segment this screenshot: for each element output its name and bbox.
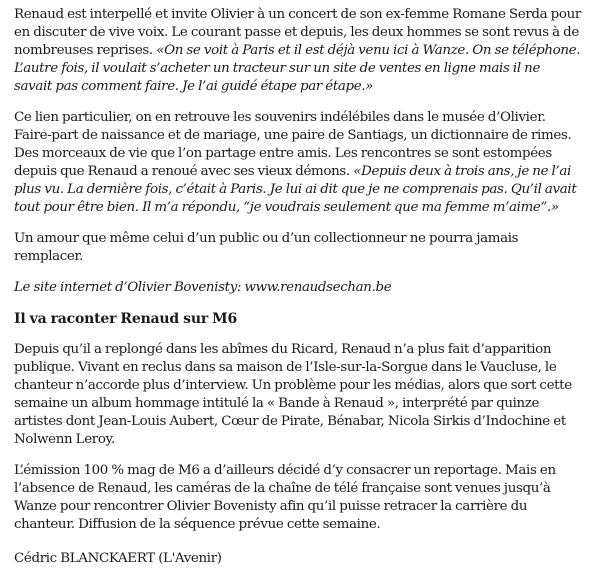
paragraph-3: Un amour que même celui d’un public ou d’un collectionneur ne pourra jamais remplacer. bbox=[14, 231, 519, 264]
paragraph-1-quote: «On se voit à Paris et il est déjà venu ici à Wanze. On se téléphone. L’autre fois, il voulait s’acheter un tracteur sur un site de ventes en ligne mais il ne savait pas comment faire. Je l’ai guidé étape par étape.» bbox=[14, 43, 581, 94]
paragraph-6: L’émission 100 % mag de M6 a d’ailleurs décidé d’y consacrer un reportage. Mais en l’absence de Renaud, les caméras de la chaîne de télé française sont venues jusqu’à Wanze pour rencontrer Olivier Bovenisty afin qu’il puisse retracer la carrière du chanteur. Diffusion de la séquence prévue cette semaine. bbox=[14, 463, 556, 532]
paragraph-2 bbox=[14, 109, 581, 217]
paragraph-1-text: Renaud est interpellé et invite Olivier à un concert de son ex-femme Romane Serda pour en discuter de vive voix. Le courant passe et depuis, les deux hommes se sont revus à de nombreuses reprises. bbox=[14, 7, 581, 58]
paragraph-5: Depuis qu’il a replongé dans les abîmes du Ricard, Renaud n’a plus fait d’apparition publique. Vivant en reclus dans sa maison de l’Isle-sur-la-Sorgue dans le Vaucluse, le chanteur n’accorde plus d’interview. Un problème pour les médias, alors que sort cette semaine un album hommage intitulé la « Bande à Renaud », interprété par quinze artistes dont Jean-Louis Aubert, Cœur de Pirate, Bénabar, Nicola Sirkis d’Indochine et Nolwenn Leroy. bbox=[14, 342, 572, 447]
paragraph-1 bbox=[14, 6, 581, 96]
signature: Cédric BLANCKAERT (L'Avenir) bbox=[14, 551, 222, 566]
paragraph-2-text: Ce lien particulier, on en retrouve les souvenirs indélébiles dans le musée d’Olivier. Faire-part de naissance et de mariage, une paire de Santiags, un dictionnaire de rimes. Des morceaux de vie que l’on partage entre amis. Les rencontres se sont estompées depuis que Renaud a renoué avec ses vieux démons. bbox=[14, 110, 572, 179]
section-heading: Il va raconter Renaud sur M6 bbox=[14, 311, 238, 327]
paragraph-2-quote: «Depuis deux à trois ans, je ne l’ai plus vu. La dernière fois, c’était à Paris. Je lui ai dit que je ne comprenais pas. Qu’il avait tout pour être bien. Il m’a répondu, “je voudrais seulement que ma femme m’aime”.» bbox=[14, 164, 577, 215]
article-body bbox=[14, 6, 581, 581]
website-text: Le site internet d’Olivier Bovenisty: www.renaudsechan.be bbox=[14, 280, 392, 295]
website-line bbox=[14, 279, 581, 297]
